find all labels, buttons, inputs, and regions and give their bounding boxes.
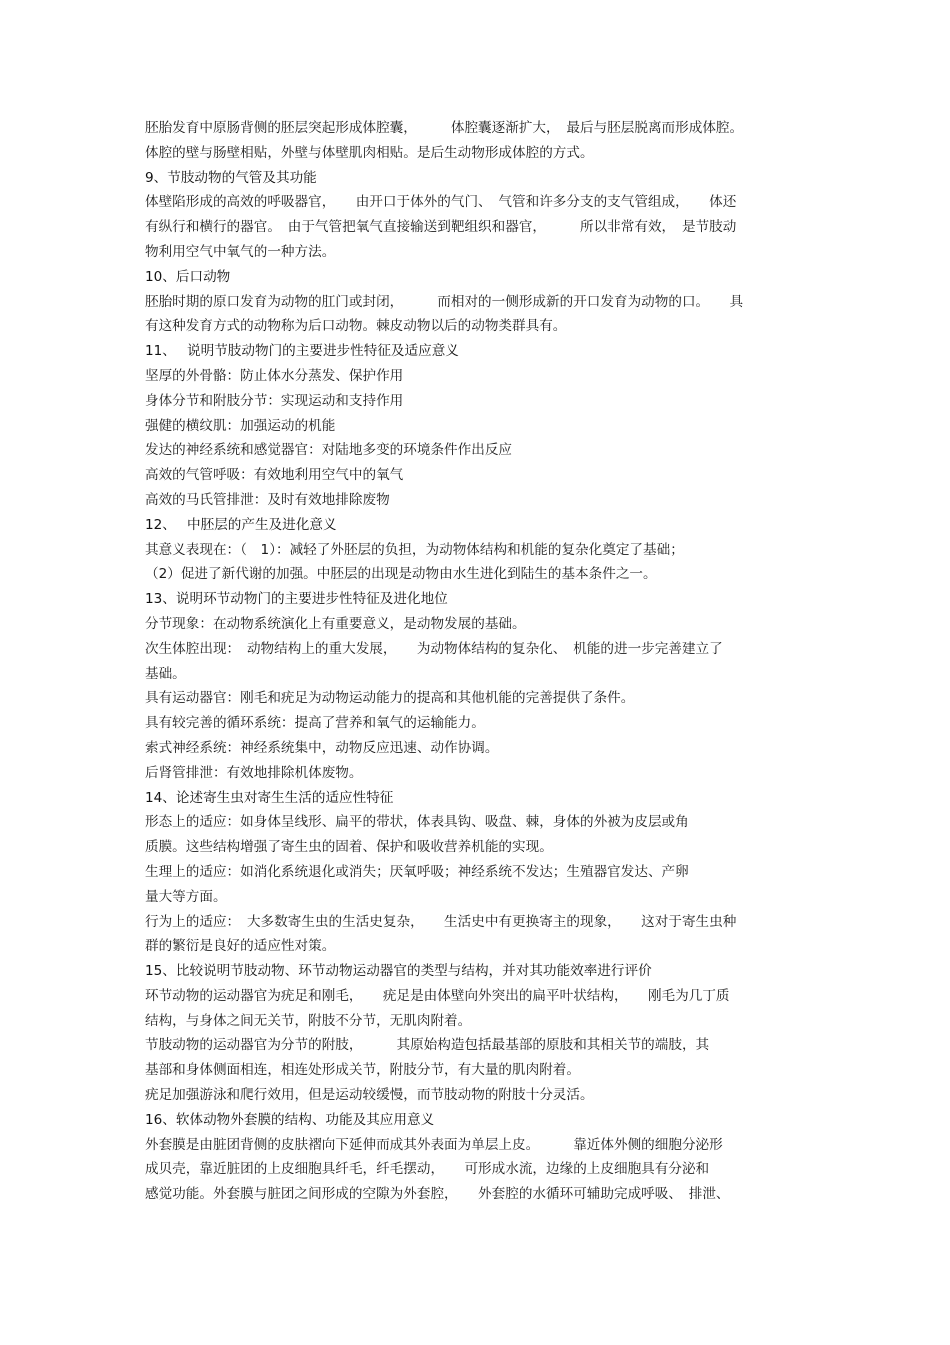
text-line: 生理上的适应：如消化系统退化或消失；厌氧呼吸；神经系统不发达；生殖器官发达、产卵 [145,863,689,880]
text-line: 高效的马氏管排泄：及时有效地排除废物 [145,491,390,508]
section-heading: 10、后口动物 [145,268,231,285]
text-line: 感觉功能。外套膜与脏团之间形成的空隙为外套腔， 外套腔的水循环可辅助完成呼吸、 排泄、 [145,1186,730,1203]
section-heading: 14、论述寄生虫对寄生生活的适应性特征 [145,789,394,806]
text-line: 其意义表现在：（ 1）：减轻了外胚层的负担，为动物体结构和机能的复杂化奠定了基础； [145,541,684,558]
text-line: 体壁陷形成的高效的呼吸器官， 由开口于体外的气门、 气管和许多分支的支气管组成， 体还 [145,194,737,211]
text-line: 索式神经系统：神经系统集中，动物反应迅速、动作协调。 [145,739,499,756]
section-heading: 16、软体动物外套膜的结构、功能及其应用意义 [145,1111,435,1128]
text-line: 外套膜是由脏团背侧的皮肤褶向下延伸而成其外表面为单层上皮。 靠近体外侧的细胞分泌形 [145,1136,723,1153]
text-line: 量大等方面。 [145,888,227,905]
text-line: 次生体腔出现： 动物结构上的重大发展， 为动物体结构的复杂化、 机能的进一步完善建立了 [145,640,723,657]
text-line: 形态上的适应：如身体呈线形、扁平的带状，体表具钩、吸盘、棘，身体的外被为皮层或角 [145,814,689,831]
section-heading: 12、 中胚层的产生及进化意义 [145,516,337,533]
text-line: 成贝壳，靠近脏团的上皮细胞具纤毛，纤毛摆动， 可形成水流，边缘的上皮细胞具有分泌和 [145,1161,710,1178]
text-line: 身体分节和附肢分节：实现运动和支持作用 [145,392,404,409]
text-line: 节肢动物的运动器官为分节的附肢， 其原始构造包括最基部的原肢和其相关节的端肢，其 [145,1037,710,1054]
text-line: 具有运动器官：刚毛和疣足为动物运动能力的提高和其他机能的完善提供了条件。 [145,690,635,707]
text-line: 体腔的壁与肠壁相贴，外壁与体壁肌肉相贴。是后生动物形成体腔的方式。 [145,144,594,161]
text-line: 基部和身体侧面相连，相连处形成关节，附肢分节，有大量的肌肉附着。 [145,1062,580,1079]
text-line: 基础。 [145,665,186,682]
text-line: 高效的气管呼吸：有效地利用空气中的氧气 [145,467,404,484]
text-line: （2）促进了新代谢的加强。中胚层的出现是动物由水生进化到陆生的基本条件之一。 [145,566,657,583]
text-line: 有纵行和横行的器官。 由于气管把氧气直接输送到靶组织和器官， 所以非常有效， 是节肢动 [145,219,737,236]
section-heading: 11、 说明节肢动物门的主要进步性特征及适应意义 [145,343,459,360]
text-line: 胚胎发育中原肠背侧的胚层突起形成体腔囊， 体腔囊逐渐扩大， 最后与胚层脱离而形成体腔。 [145,120,744,136]
text-line: 后肾管排泄：有效地排除机体废物。 [145,764,363,781]
text-line: 环节动物的运动器官为疣足和刚毛， 疣足是由体壁向外突出的扁平叶状结构， 刚毛为几丁质 [145,987,730,1004]
text-line: 分节现象：在动物系统演化上有重要意义，是动物发展的基础。 [145,615,526,632]
text-line: 结构，与身体之间无关节，附肢不分节，无肌肉附着。 [145,1012,472,1029]
text-line: 坚厚的外骨骼：防止体水分蒸发、保护作用 [145,367,404,384]
text-line: 有这种发育方式的动物称为后口动物。棘皮动物以后的动物类群具有。 [145,318,567,335]
text-line: 行为上的适应： 大多数寄生虫的生活史复杂， 生活史中有更换寄主的现象， 这对于寄生虫种 [145,913,737,930]
text-line: 具有较完善的循环系统：提高了营养和氧气的运输能力。 [145,715,485,732]
text-line: 疣足加强游泳和爬行效用，但是运动较缓慢，而节肢动物的附肢十分灵活。 [145,1087,594,1104]
section-heading: 13、说明环节动物门的主要进步性特征及进化地位 [145,591,448,608]
section-heading: 15、比较说明节肢动物、环节动物运动器官的类型与结构，并对其功能效率进行评价 [145,963,652,980]
text-line: 物利用空气中氧气的一种方法。 [145,243,336,260]
document-body [145,116,810,1207]
text-line: 强健的横纹肌：加强运动的机能 [145,417,336,434]
text-line: 胚胎时期的原口发育为动物的肛门或封闭， 而相对的一侧形成新的开口发育为动物的口。 具 [145,293,744,310]
text-line: 质膜。这些结构增强了寄生虫的固着、保护和吸收营养机能的实现。 [145,839,553,856]
section-heading: 9、节肢动物的气管及其功能 [145,169,317,186]
text-line: 群的繁衍是良好的适应性对策。 [145,938,336,955]
text-line: 发达的神经系统和感觉器官：对陆地多变的环境条件作出反应 [145,442,513,459]
